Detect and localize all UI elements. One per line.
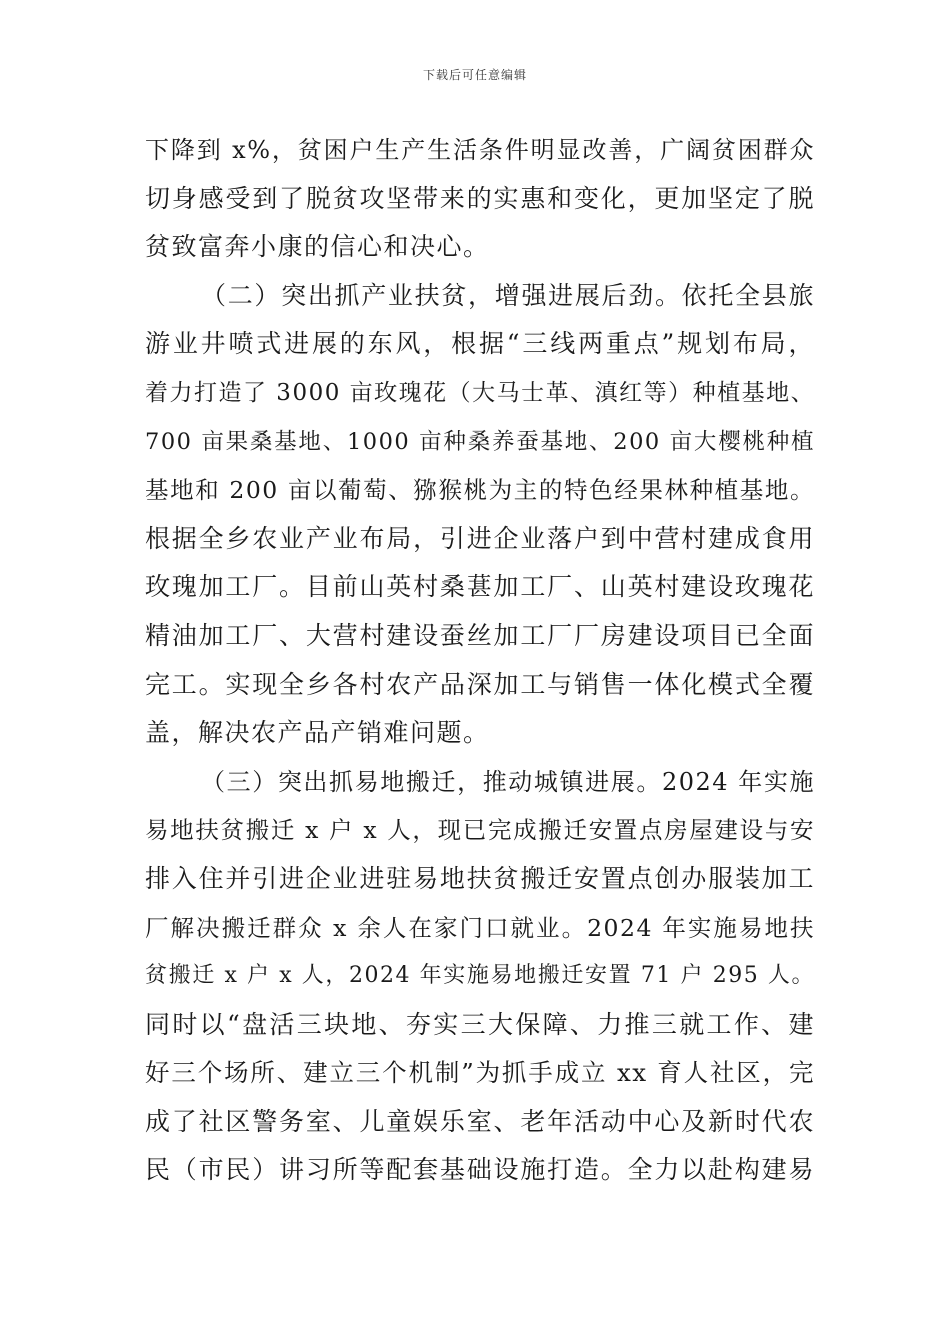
text-line: 玫瑰加工厂。目前山英村桑葚加工厂、山英村建设玫瑰花 <box>145 572 815 602</box>
text-line: 完工。实现全乡各村农产品深加工与销售一体化模式全覆 <box>145 669 815 699</box>
text-line: 贫搬迁 x 户 x 人，2024 年实施易地搬迁安置 71 户 295 人。 <box>145 963 815 989</box>
document-body <box>145 126 815 1195</box>
text-line: 切身感受到了脱贫攻坚带来的实惠和变化，更加坚定了脱 <box>145 183 815 213</box>
text-line: 厂解决搬迁群众 x 余人在家门口就业。2024 年实施易地扶 <box>145 913 815 942</box>
text-line: 着力打造了 3000 亩玫瑰花（大马士革、滇红等）种植基地、 <box>145 379 816 406</box>
text-line: 成了社区警务室、儿童娱乐室、老年活动中心及新时代农 <box>145 1106 815 1136</box>
text-line: 根据全乡农业产业布局，引进企业落户到中营村建成食用 <box>145 523 815 553</box>
paragraph-heading-line: （三）突出抓易地搬迁，推动城镇进展。2024 年实施 <box>201 767 815 796</box>
paragraph-heading-line: （二）突出抓产业扶贫，增强进展后劲。依托全县旅 <box>201 280 815 310</box>
text-line: 民（市民）讲习所等配套基础设施打造。全力以赴构建易 <box>145 1155 815 1185</box>
text-line: 盖，解决农产品产销难问题。 <box>145 718 490 748</box>
text-line: 下降到 x%，贫困户生产生活条件明显改善，广阔贫困群众 <box>145 136 815 164</box>
text-line: 基地和 200 亩以葡萄、猕猴桃为主的特色经果林种植基地。 <box>145 476 815 505</box>
text-line: 排入住并引进企业进驻易地扶贫搬迁安置点创办服装加工 <box>145 863 815 893</box>
page-header-note: 下载后可任意编辑 <box>422 68 527 82</box>
text-line: 700 亩果桑基地、1000 亩种桑养蚕基地、200 亩大樱桃种植 <box>145 428 815 455</box>
text-line: 贫致富奔小康的信心和决心。 <box>145 232 490 262</box>
text-line: 好三个场所、建立三个机制”为抓手成立 xx 育人社区，完 <box>145 1058 815 1088</box>
text-line: 同时以“盘活三块地、夯实三大保障、力推三就工作、建 <box>145 1009 815 1039</box>
text-line: 精油加工厂、大营村建设蚕丝加工厂厂房建设项目已全面 <box>145 620 815 650</box>
text-line: 游业井喷式进展的东风，根据“三线两重点”规划布局， <box>145 329 815 359</box>
text-line: 易地扶贫搬迁 x 户 x 人，现已完成搬迁安置点房屋建设与安 <box>145 816 815 845</box>
